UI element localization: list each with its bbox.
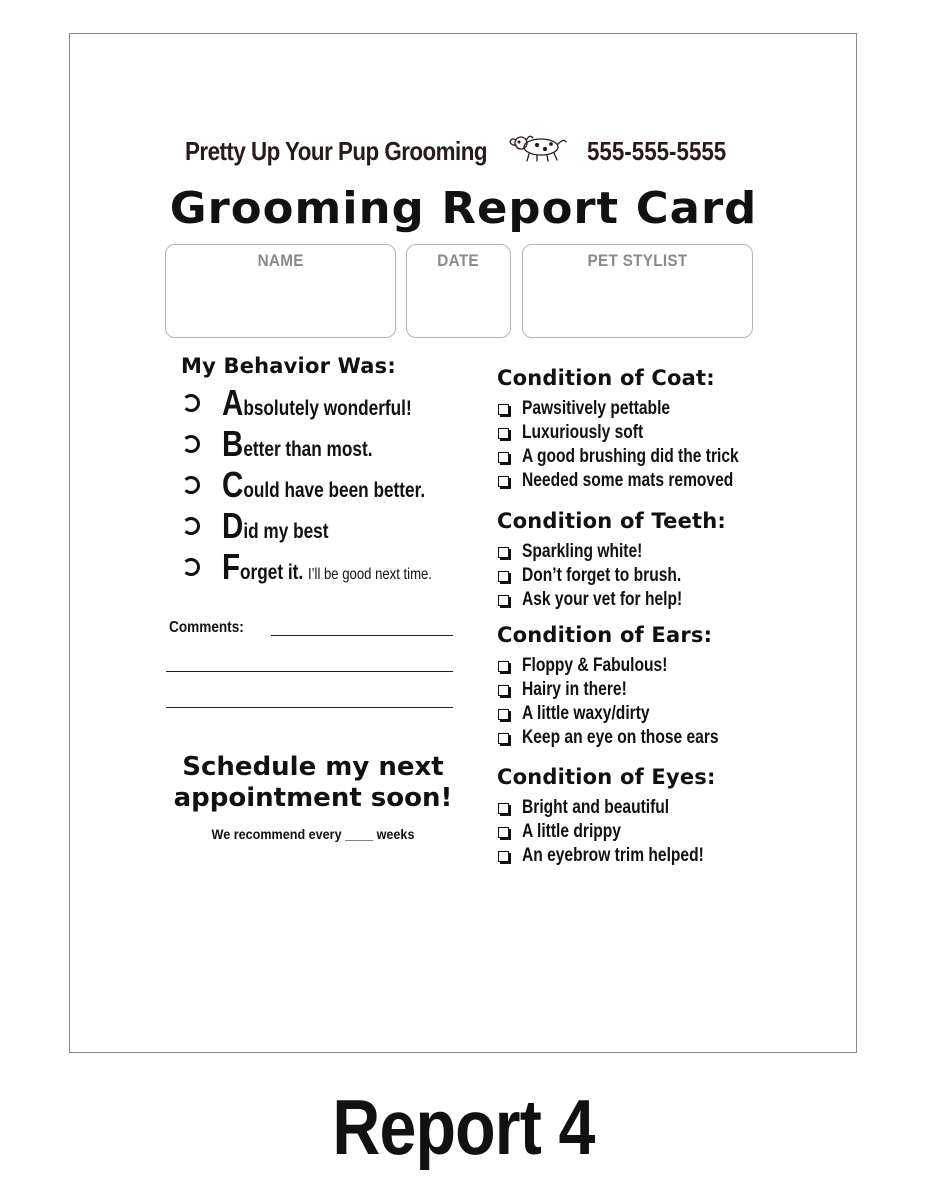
checklist-label: Needed some mats removed bbox=[522, 470, 734, 491]
checklist-label: Hairy in there! bbox=[522, 679, 627, 700]
checklist-label: Don’t forget to brush. bbox=[522, 565, 682, 586]
dog-icon bbox=[507, 130, 567, 164]
radio-circle-icon[interactable] bbox=[182, 476, 200, 494]
checklist-label: Pawsitively pettable bbox=[522, 398, 671, 419]
radio-circle-icon[interactable] bbox=[182, 435, 200, 453]
checkbox-icon[interactable] bbox=[498, 661, 509, 672]
grade-letter: F bbox=[222, 546, 241, 587]
behavior-heading: My Behavior Was: bbox=[181, 354, 396, 378]
grade-aside: I’ll be good next time. bbox=[307, 566, 432, 583]
checkbox-icon[interactable] bbox=[498, 733, 509, 744]
checkbox-icon[interactable] bbox=[498, 803, 509, 814]
checkbox-icon[interactable] bbox=[498, 595, 509, 606]
eyes-heading: Condition of Eyes: bbox=[497, 765, 716, 789]
grade-letter: D bbox=[222, 505, 244, 546]
grade-text: ould have been better. bbox=[243, 479, 426, 502]
checklist-label: Bright and beautiful bbox=[522, 797, 670, 818]
radio-circle-icon[interactable] bbox=[182, 394, 200, 412]
comments-line-1[interactable] bbox=[271, 635, 453, 636]
checkbox-icon[interactable] bbox=[498, 452, 509, 463]
business-name: Pretty Up Your Pup Grooming bbox=[185, 135, 488, 166]
checklist-label: Luxuriously soft bbox=[522, 422, 644, 443]
schedule-heading-line-2: appointment soon! bbox=[173, 783, 453, 813]
grade-text: id my best bbox=[243, 520, 329, 543]
phone-number: 555-555-5555 bbox=[587, 136, 727, 166]
radio-circle-icon[interactable] bbox=[182, 517, 200, 535]
checklist-label: A little drippy bbox=[522, 821, 621, 842]
checkbox-icon[interactable] bbox=[498, 685, 509, 696]
grade-letter: A bbox=[222, 382, 244, 423]
date-field[interactable] bbox=[406, 244, 511, 338]
checkbox-icon[interactable] bbox=[498, 428, 509, 439]
checkbox-icon[interactable] bbox=[498, 827, 509, 838]
report-number-label: Report 4 bbox=[332, 1083, 595, 1171]
checkbox-icon[interactable] bbox=[498, 547, 509, 558]
checkbox-icon[interactable] bbox=[498, 709, 509, 720]
recommend-text: We recommend every ____ weeks bbox=[211, 826, 415, 842]
radio-circle-icon[interactable] bbox=[182, 558, 200, 576]
teeth-heading: Condition of Teeth: bbox=[497, 509, 727, 533]
pet-stylist-field-label: PET STYLIST bbox=[587, 251, 688, 270]
checkbox-icon[interactable] bbox=[498, 851, 509, 862]
checklist-label: Floppy & Fabulous! bbox=[522, 655, 668, 676]
comments-label: Comments: bbox=[169, 619, 244, 636]
grade-letter: B bbox=[222, 423, 244, 464]
schedule-heading bbox=[165, 752, 461, 814]
checklist-label: Ask your vet for help! bbox=[522, 589, 683, 610]
grade-letter: C bbox=[222, 464, 244, 505]
date-field-label: DATE bbox=[437, 251, 480, 270]
grade-text: bsolutely wonderful! bbox=[243, 397, 412, 420]
ears-heading: Condition of Ears: bbox=[497, 623, 713, 647]
comments-line-2[interactable] bbox=[166, 671, 453, 672]
checklist-label: Sparkling white! bbox=[522, 541, 643, 562]
checklist-label: A little waxy/dirty bbox=[522, 703, 650, 724]
checklist-label: Keep an eye on those ears bbox=[522, 727, 719, 748]
checkbox-icon[interactable] bbox=[498, 404, 509, 415]
pet-stylist-field[interactable] bbox=[522, 244, 753, 338]
grade-text: etter than most. bbox=[243, 438, 373, 461]
checkbox-icon[interactable] bbox=[498, 571, 509, 582]
checklist-label: An eyebrow trim helped! bbox=[522, 845, 704, 866]
header bbox=[185, 133, 745, 169]
name-field[interactable] bbox=[165, 244, 396, 338]
checkbox-icon[interactable] bbox=[498, 476, 509, 487]
coat-heading: Condition of Coat: bbox=[497, 366, 715, 390]
comments-line-3[interactable] bbox=[166, 707, 453, 708]
grade-text: orget it. bbox=[240, 561, 304, 584]
schedule-heading-line-1: Schedule my next bbox=[182, 752, 444, 782]
page-title: Grooming Report Card bbox=[169, 183, 758, 234]
name-field-label: NAME bbox=[257, 251, 304, 270]
checklist-label: A good brushing did the trick bbox=[522, 446, 739, 467]
